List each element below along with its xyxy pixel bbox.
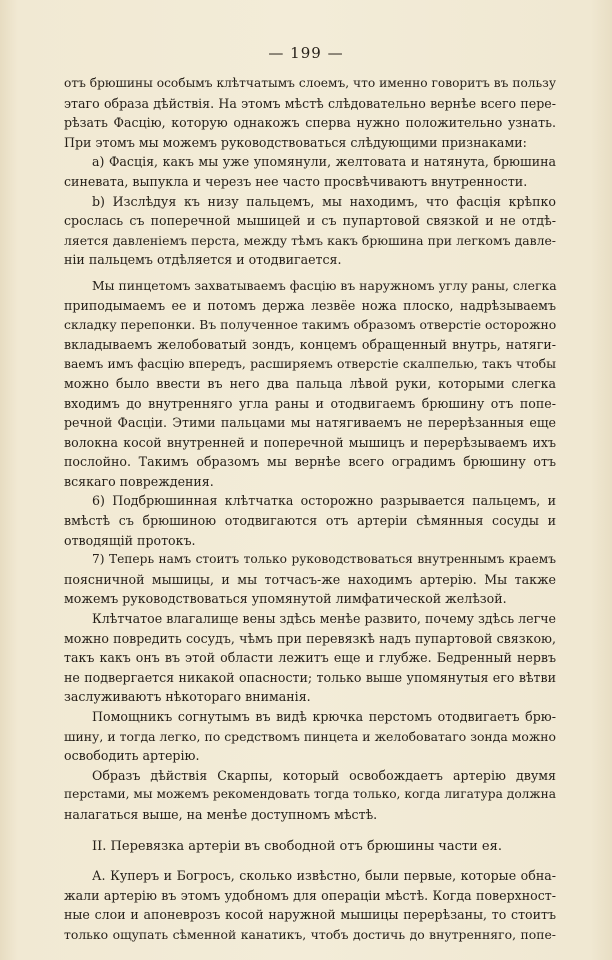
text-line: вкладываемъ желобоватый зондъ, концемъ обращенный внутрь, натяги- <box>64 336 556 352</box>
body-text <box>64 74 556 945</box>
text-line: можемъ руководствоваться упомянутой лимфатической желѣзой. <box>64 591 507 607</box>
text-line: не подвергается никакой опасности; только выше упомянутыя его вѣтви <box>64 669 556 685</box>
text-line: b) Изслѣдуя къ низу пальцемъ, мы находимъ, что фасція крѣпко <box>92 193 556 209</box>
text-line: послойно. Такимъ образомъ мы вернѣе всего оградимъ брюшину отъ <box>64 454 556 470</box>
text-line: складку перепонки. Въ полученное такимъ образомъ отверстіе осторожно <box>64 317 557 333</box>
text-line: налагаться выше, на менѣе доступномъ мѣстѣ. <box>64 806 378 822</box>
text-line: речной Фасціи. Этими пальцами мы натягиваемъ не перерѣзанныя еще <box>64 415 556 431</box>
text-line: входимъ до внутренняго угла раны и отодвигаемъ брюшину отъ попе- <box>64 395 556 411</box>
text-line: ляется давленіемъ перста, между тѣмъ какъ брюшина при легкомъ давле- <box>64 232 556 248</box>
text-line: 7) Теперь намъ стоитъ только руководствоваться внутреннымъ краемъ <box>92 552 556 567</box>
text-line: Образъ дѣйствія Скарпы, который освобождаетъ артерію двумя <box>92 767 556 783</box>
text-line: перстами, мы можемъ рекомендовать тогда только, когда лигатура должна <box>64 787 556 802</box>
text-line: Клѣтчатое влагалище вены здѣсь менѣе развито, почему здѣсь легче <box>92 611 556 627</box>
text-line: Мы пинцетомъ захватываемъ фасцію въ наружномъ углу раны, слегка <box>92 277 557 293</box>
text-line: можно повредить сосудъ, чѣмъ при перевязкѣ надъ пупартовой связкою, <box>64 630 556 646</box>
text-line: ные слои и апоневрозъ косой наружной мышицы перерѣзаны, то стоитъ <box>64 907 556 923</box>
text-line: всякаго повреждения. <box>64 473 214 489</box>
text-line: рѣзать Фасцію, которую однакожъ сперва нужно положительно узнать. <box>64 115 556 131</box>
text-line: жали артерію въ этомъ удобномъ для операціи мѣстѣ. Когда поверхност- <box>64 887 556 903</box>
page-number: — 199 — <box>268 44 344 62</box>
text-line: а) Фасція, какъ мы уже упомянули, желтовата и натянута, брюшина <box>92 154 556 170</box>
text-line: приподымаемъ ее и потомъ держа лезвёе ножа плоско, надрѣзываемъ <box>64 297 556 313</box>
text-line: такъ какъ онъ въ этой области лежитъ еще и глубже. Бедренный нервъ <box>64 650 556 666</box>
text-line: Помощникъ согнутымъ въ видѣ крючка перстомъ отодвигаетъ брю- <box>92 709 556 724</box>
text-line: вмѣстѣ съ брюшиною отодвигаются отъ артеріи сѣмянныя сосуды и <box>64 513 556 529</box>
text-line: срослась съ поперечной мышицей и съ пупартовой связкой и не отдѣ- <box>64 213 556 229</box>
text-line: поясничной мышицы, и мы тотчасъ-же находимъ артерію. Мы также <box>64 571 556 587</box>
text-line: заслуживаютъ нѣкотораго вниманія. <box>64 689 311 705</box>
text-line: А. Куперъ и Богросъ, сколько извѣстно, были первые, которые обна- <box>92 868 556 884</box>
text-line: синевата, выпукла и черезъ нее часто просвѣчиваютъ внутренности. <box>64 173 528 189</box>
text-line: ваемъ имъ фасцію впередъ, расширяемъ отверстіе скалпелью, такъ чтобы <box>64 356 556 372</box>
text-line: шину, и тогда легко, по средствомъ пинцета и желобоватаго зонда можно <box>64 728 556 744</box>
text-line: волокна косой внутренней и поперечной мышицъ и перерѣзываемъ ихъ <box>64 434 556 450</box>
text-line: этаго образа дѣйствія. На этомъ мѣстѣ слѣдовательно вернѣе всего пере- <box>64 95 556 111</box>
text-line: отъ брюшины особымъ клѣтчатымъ слоемъ, что именно говоритъ въ пользу <box>64 76 556 90</box>
text-line: можно было ввести въ него два пальца лѣвой руки, которыми слегка <box>64 375 556 391</box>
text-line: освободить артерію. <box>64 748 200 764</box>
text-line: отводящій протокъ. <box>64 532 196 548</box>
text-line: При этомъ мы можемъ руководствоваться слѣдующими признаками: <box>64 134 527 150</box>
text-line: 6) Подбрюшинная клѣтчатка осторожно разрывается пальцемъ, и <box>92 493 556 509</box>
text-line: только ощупать сѣменной канатикъ, чтобъ достичь до внутренняго, попе- <box>64 926 556 942</box>
text-line: ніи пальцемъ отдѣляется и отодвигается. <box>64 252 342 268</box>
section-heading: II. Перевязка артеріи въ свободной отъ брюшины части ея. <box>92 838 502 854</box>
